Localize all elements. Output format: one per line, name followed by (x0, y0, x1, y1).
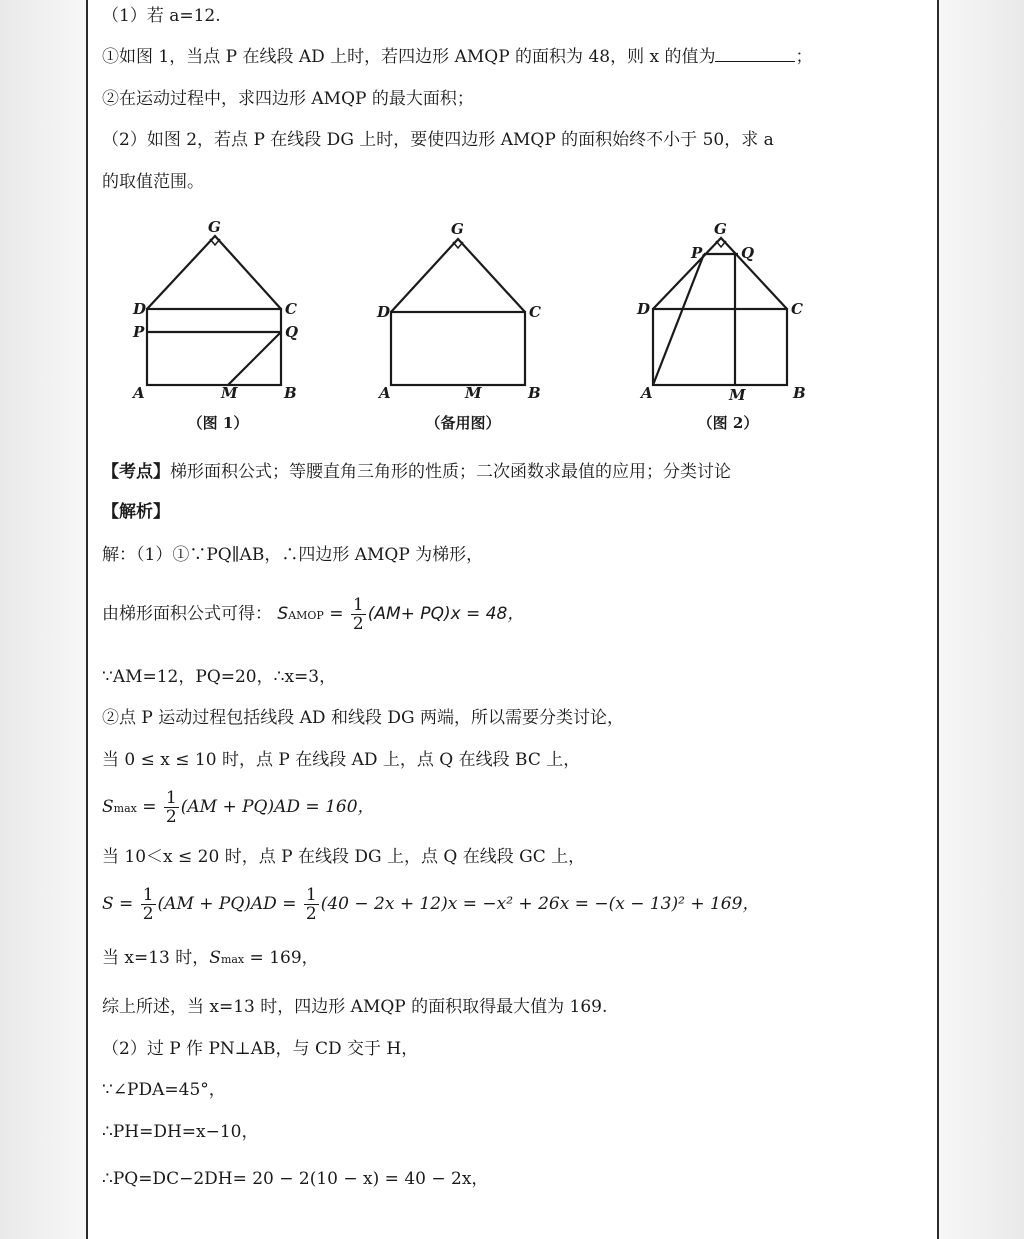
label-Q: Q (741, 244, 755, 262)
area-subscript: AMOP (288, 609, 324, 622)
solution-line-6 (102, 787, 375, 829)
jiexi-tag (102, 500, 170, 524)
solution-line-4: ②点 P 运动过程包括线段 AD 和线段 DG 两端，所以需要分类讨论， (102, 708, 624, 728)
solution-line-8-end: (40 − 2x + 12)x = −x² + 26x = −(x − 13)² + 169， (320, 894, 760, 914)
label-A: A (379, 384, 391, 402)
solution-line-2 (102, 594, 524, 636)
figure-1 (128, 212, 308, 407)
label-G: G (208, 218, 221, 236)
fraction-half (304, 886, 319, 923)
area-symbol: S (277, 604, 289, 624)
figure-2 (634, 212, 814, 407)
question-1: （1）若 a=12. (102, 6, 221, 26)
label-D: D (377, 303, 391, 321)
solution-line-9-start: 当 x=13 时， (102, 948, 210, 968)
label-G: G (714, 220, 727, 238)
solution-line-11: （2）过 P 作 PN⊥AB，与 CD 交于 H， (102, 1039, 419, 1059)
solution-line-9-end: = 169， (244, 948, 319, 968)
label-M: M (221, 384, 238, 402)
question-1-1-text: ①如图 1，当点 P 在线段 AD 上时，若四边形 AMQP 的面积为 48，则 x 的值为 (102, 47, 716, 67)
label-B: B (528, 384, 541, 402)
solution-line-2-prefix: 由梯形面积公式可得： (102, 604, 272, 624)
right-margin-shade (939, 0, 1024, 1239)
label-B: B (793, 384, 806, 402)
label-G: G (451, 220, 464, 238)
label-A: A (641, 384, 653, 402)
left-border (86, 0, 88, 1239)
figure-spare-caption: （备用图） (425, 414, 501, 432)
max-subscript: max (113, 802, 137, 815)
fraction-denominator: 2 (305, 904, 317, 924)
label-Q: Q (285, 323, 299, 341)
fraction-denominator: 2 (142, 904, 154, 924)
area-symbol: S (102, 797, 114, 817)
fraction-numerator: 1 (305, 885, 317, 905)
label-D: D (637, 300, 651, 318)
question-1-1-suffix: ； (795, 47, 813, 67)
question-1-1 (102, 45, 812, 69)
figure-2-caption: （图 2） (697, 414, 759, 432)
fraction-numerator: 1 (352, 595, 364, 615)
label-D: D (133, 300, 147, 318)
solution-line-8-start: S = (102, 894, 139, 914)
label-P: P (133, 323, 145, 341)
solution-line-8-middle: (AM + PQ)AD = (157, 894, 302, 914)
solution-line-2-rest: (AM+ PQ)x = 48， (367, 604, 525, 624)
area-symbol: S (209, 948, 221, 968)
label-A: A (133, 384, 145, 402)
label-B: B (284, 384, 297, 402)
solution-line-5: 当 0 ≤ x ≤ 10 时，点 P 在线段 AD 上，点 Q 在线段 BC 上， (102, 750, 581, 770)
solution-line-12: ∵∠PDA=45°， (102, 1080, 226, 1100)
kaodian-tag: 【考点】 (102, 462, 170, 482)
equals-sign: = (323, 604, 349, 624)
question-2-line-2: 的取值范围。 (102, 172, 204, 192)
solution-line-13: ∴PH=DH=x−10， (102, 1122, 259, 1142)
solution-line-7: 当 10＜x ≤ 20 时，点 P 在线段 DG 上，点 Q 在线段 GC 上， (102, 847, 586, 867)
fraction-denominator: 2 (165, 807, 177, 827)
label-P: P (691, 244, 703, 262)
label-C: C (285, 300, 297, 318)
label-C: C (791, 300, 803, 318)
right-border (937, 0, 939, 1239)
figure-1-caption: （图 1） (187, 414, 249, 432)
label-M: M (465, 384, 482, 402)
kaodian-line (102, 460, 731, 484)
solution-line-6-rest: (AM + PQ)AD = 160， (180, 797, 375, 817)
jiexi-tag-text: 【解析】 (102, 502, 170, 522)
solution-line-3: ∵AM=12，PQ=20，∴x=3， (102, 667, 337, 687)
fraction-numerator: 1 (142, 885, 154, 905)
label-C: C (529, 303, 541, 321)
answer-blank[interactable] (715, 47, 795, 62)
left-margin-shade (0, 0, 86, 1239)
solution-line-9 (102, 946, 319, 972)
fraction-denominator: 2 (352, 614, 364, 634)
max-subscript: max (220, 953, 245, 966)
fraction-half (164, 789, 179, 826)
question-2-line-1: （2）如图 2，若点 P 在线段 DG 上时，要使四边形 AMQP 的面积始终不小于 50，求 a (102, 130, 774, 150)
kaodian-text: 梯形面积公式；等腰直角三角形的性质；二次函数求最值的应用；分类讨论 (170, 462, 731, 482)
solution-line-8 (102, 884, 759, 924)
question-1-2: ②在运动过程中，求四边形 AMQP 的最大面积； (102, 89, 474, 109)
figure-spare (372, 212, 552, 407)
solution-line-14: ∴PQ=DC−2DH= 20 − 2(10 − x) = 40 − 2x， (102, 1169, 489, 1189)
fraction-numerator: 1 (165, 788, 177, 808)
label-M: M (729, 386, 746, 404)
solution-line-1: 解：（1）①∵PQ∥AB，∴四边形 AMQP 为梯形， (102, 545, 484, 565)
solution-line-10: 综上所述，当 x=13 时，四边形 AMQP 的面积取得最大值为 169. (102, 997, 608, 1017)
fraction-half (351, 596, 366, 633)
equals-sign: = (136, 797, 162, 817)
fraction-half (141, 886, 156, 923)
